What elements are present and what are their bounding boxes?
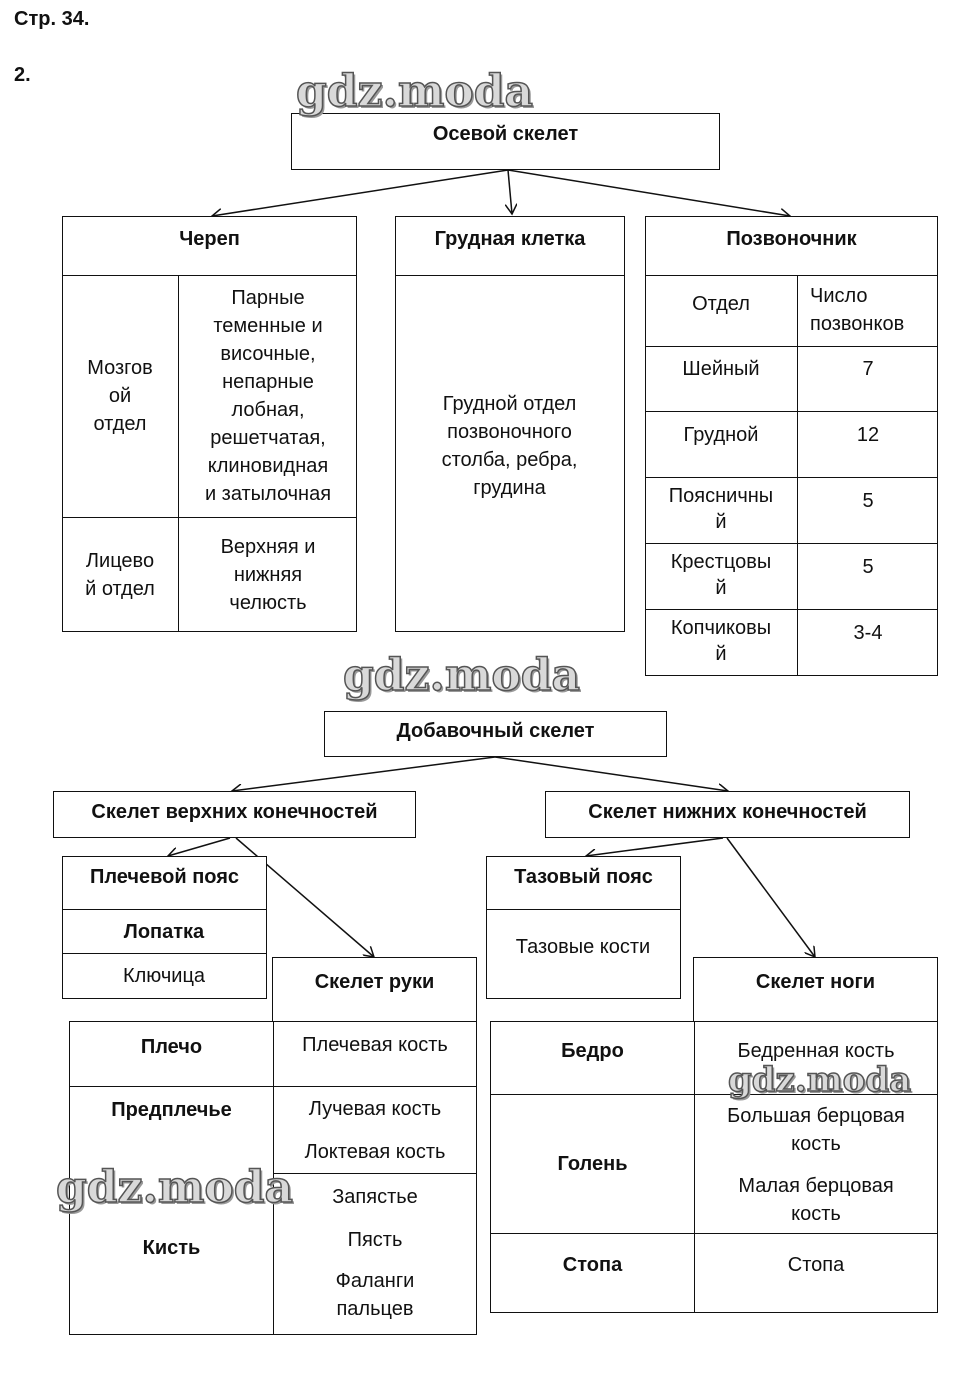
femur-label: Бедренная кость [737,1040,895,1062]
arrow-to-leg [727,838,815,957]
axial-skeleton-box [291,113,720,170]
leg-part-shin: Голень [557,1153,628,1175]
clavicle-label: Ключица [122,964,206,987]
carpus-label: Запястье [332,1186,418,1208]
humerus-label: Плечевая кость [302,1034,448,1056]
watermark-logo: gdz.moda [56,1162,294,1213]
scapula-label: Лопатка [123,920,205,943]
upper-limbs-title: Скелет верхних конечностей [91,801,378,823]
spine-row-section: Поясничны й [668,485,774,533]
spine-row-count: 5 [862,490,874,512]
pelvic-bones-label: Тазовые кости [515,936,651,958]
arm-part-shoulder: Плечо [140,1036,203,1058]
fibula-label: Малая берцовая кость [738,1175,894,1225]
brain-section-bones: Парные теменные и височные, непарные лобная, решетчатая, клиновидная и затылочная [204,287,332,505]
upper-limbs-box [53,791,416,838]
leg-part-foot: Стопа [562,1254,623,1276]
ulna-label: Локтевая кость [304,1141,446,1163]
arm-part-hand: Кисть [142,1237,201,1259]
arm-part-forearm: Предплечье [111,1099,232,1121]
lower-limbs-title: Скелет нижних конечностей [588,801,867,823]
lower-limbs-box [545,791,910,838]
metacarpus-label: Пясть [347,1229,403,1251]
watermark-logo: gdz.moda [296,66,534,117]
spine-row-count: 5 [862,556,874,578]
leg-table [490,1021,938,1313]
shoulder-girdle-box [62,856,267,999]
chest-title: Грудная клетка [434,228,586,250]
foot-bones-label: Стопа [787,1254,845,1276]
arrow-to-chest [508,170,512,214]
arrow-to-lower [495,757,728,791]
spine-row-section: Копчиковы й [670,617,772,665]
page-label: Стр. 34. [14,8,90,30]
watermark-logo: gdz.moda [343,650,581,701]
spine-row-section: Крестцовы й [670,551,772,599]
arm-skeleton-title: Скелет руки [314,971,435,993]
watermark-logo: gdz.moda [728,1060,912,1100]
axial-skeleton-title: Осевой скелет [432,123,579,145]
chest-box [395,216,625,632]
face-section-bones: Верхняя и нижняя челюсть [220,536,316,614]
arrow-to-upper [232,757,495,791]
spine-table [645,275,938,676]
arrow-to-pelvic-girdle [586,838,723,856]
face-section-label: Лицево й отдел [85,550,155,600]
tibia-label: Большая берцовая кость [727,1105,905,1155]
arm-skeleton-header [272,957,477,1023]
spine-title: Позвоночник [726,228,857,250]
appendicular-skeleton-title: Добавочный скелет [396,720,595,742]
spine-row-count: 7 [862,358,874,380]
arrow-to-skull [212,170,508,216]
spine-col-section-header: Отдел [692,293,750,315]
brain-section-label: Мозгов ой отдел [87,357,153,435]
spine-row-section: Грудной [683,424,759,446]
pelvic-girdle-title: Тазовый пояс [514,866,653,888]
leg-skeleton-title: Скелет ноги [755,971,876,993]
skull-grid [62,275,357,632]
chest-content: Грудной отдел позвоночного столба, ребра, грудина [441,393,578,499]
spine-col-count-header: Число позвонков [810,285,905,335]
arrow-to-spine [508,170,790,216]
appendicular-skeleton-box [324,711,667,757]
spine-row-section: Шейный [682,358,760,380]
pelvic-girdle-box [486,856,681,999]
shoulder-girdle-title: Плечевой пояс [89,866,240,888]
phalanges-label: Фаланги пальцев [335,1270,415,1320]
leg-part-thigh: Бедро [561,1040,624,1062]
spine-row-count: 12 [856,424,880,446]
arrow-to-shoulder-girdle [168,838,230,856]
arm-table [69,1021,477,1335]
spine-row-count: 3-4 [853,622,883,644]
skull-title: Череп [179,228,240,250]
task-number: 2. [14,64,31,86]
radius-label: Лучевая кость [308,1098,442,1120]
leg-skeleton-header [693,957,938,1023]
